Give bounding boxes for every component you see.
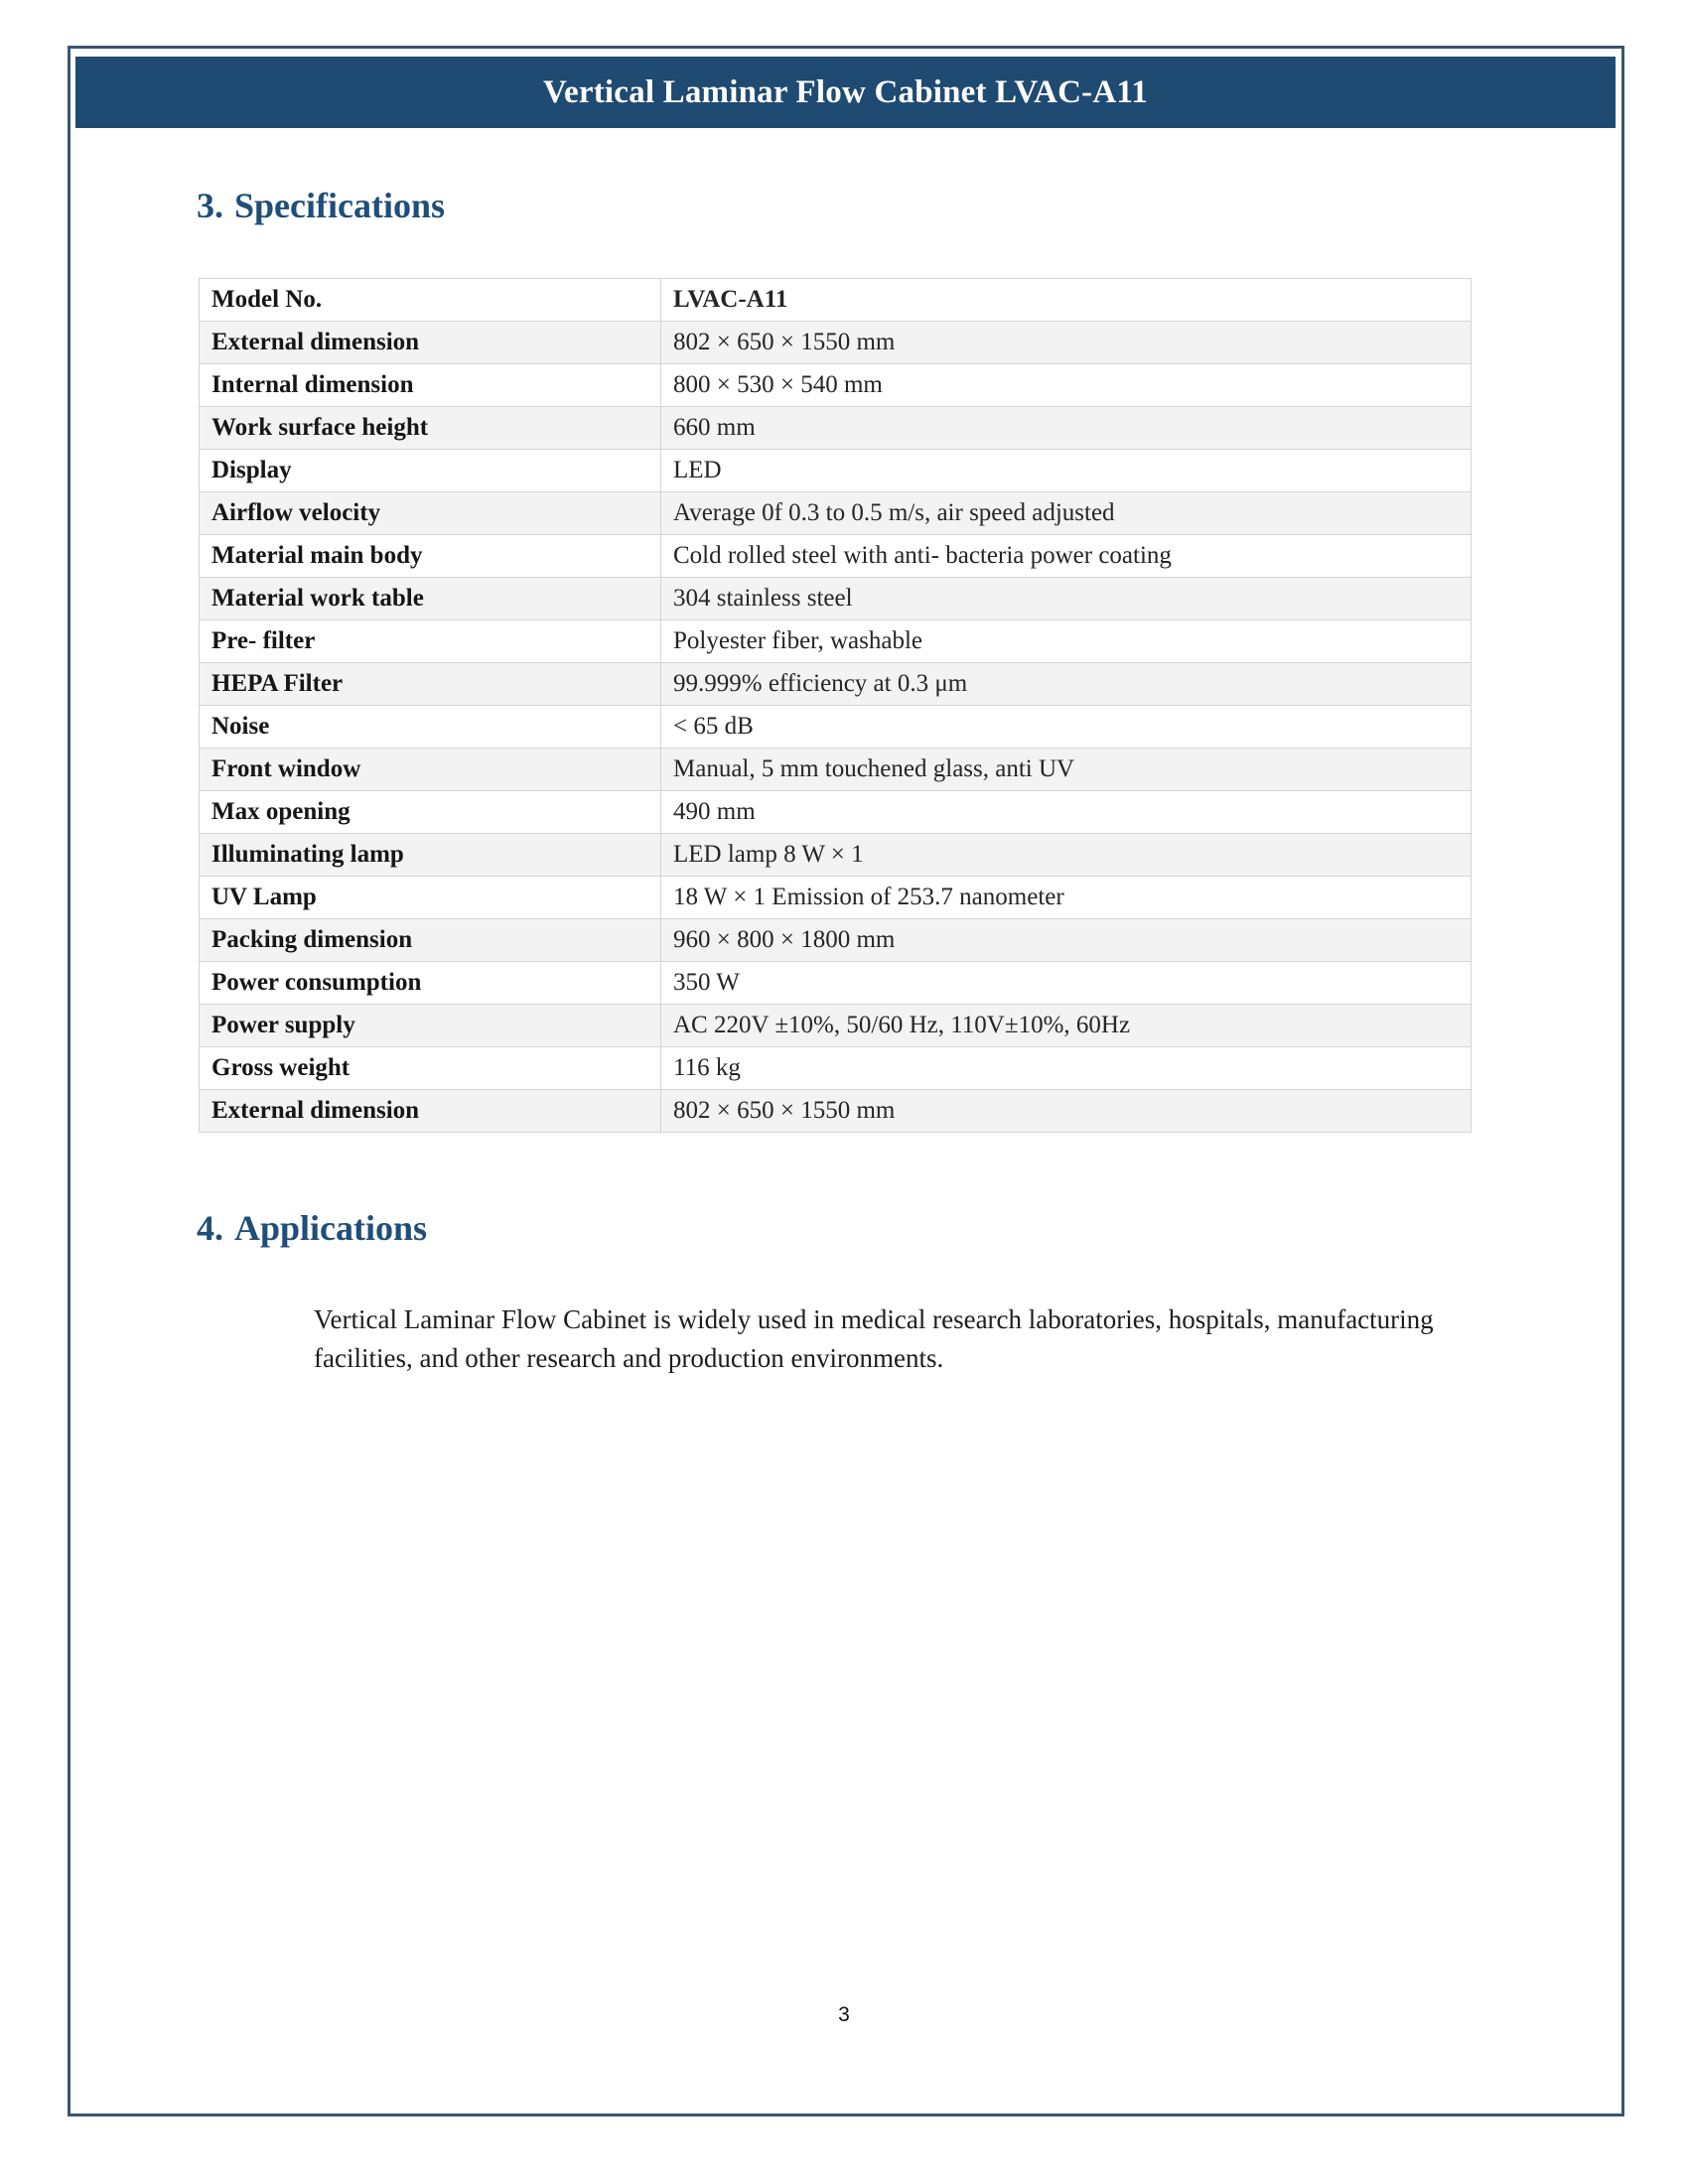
document-header-title: Vertical Laminar Flow Cabinet LVAC-A11 <box>543 73 1148 110</box>
spec-key-cell: Work surface height <box>200 407 661 450</box>
spec-value-cell: LVAC-A11 <box>661 279 1472 322</box>
specifications-table <box>199 278 1472 1133</box>
spec-key-cell: Noise <box>200 706 661 749</box>
table-row <box>200 364 1472 407</box>
spec-value-cell: AC 220V ±10%, 50/60 Hz, 110V±10%, 60Hz <box>661 1005 1472 1047</box>
table-row <box>200 535 1472 578</box>
spec-value-cell: 802 × 650 × 1550 mm <box>661 322 1472 364</box>
spec-value-cell: 660 mm <box>661 407 1472 450</box>
spec-key-cell: Power consumption <box>200 962 661 1005</box>
spec-value-cell: Cold rolled steel with anti- bacteria power coating <box>661 535 1472 578</box>
table-row <box>200 749 1472 791</box>
spec-value-cell: 802 × 650 × 1550 mm <box>661 1090 1472 1133</box>
spec-key-cell: Internal dimension <box>200 364 661 407</box>
spec-value-cell: 800 × 530 × 540 mm <box>661 364 1472 407</box>
spec-value-cell: 304 stainless steel <box>661 578 1472 620</box>
table-row <box>200 791 1472 834</box>
spec-key-cell: Model No. <box>200 279 661 322</box>
spec-key-cell: Gross weight <box>200 1047 661 1090</box>
table-row <box>200 279 1472 322</box>
table-row <box>200 492 1472 535</box>
table-row <box>200 962 1472 1005</box>
specifications-table-body <box>200 279 1472 1133</box>
applications-paragraph: Vertical Laminar Flow Cabinet is widely used in medical research laboratories, hospitals, manufacturing facilities, and other research and production environments. <box>314 1304 1434 1374</box>
spec-key-cell: HEPA Filter <box>200 663 661 706</box>
table-row <box>200 620 1472 663</box>
table-row <box>200 663 1472 706</box>
table-row <box>200 578 1472 620</box>
spec-key-cell: Max opening <box>200 791 661 834</box>
table-row <box>200 1005 1472 1047</box>
spec-key-cell: Airflow velocity <box>200 492 661 535</box>
section-title-specifications: Specifications <box>234 186 445 225</box>
spec-key-cell: Front window <box>200 749 661 791</box>
section-number-specifications: 3. <box>197 186 223 225</box>
section-heading-applications <box>197 1207 1624 1249</box>
table-row <box>200 322 1472 364</box>
section-number-applications: 4. <box>197 1208 223 1248</box>
spec-key-cell: External dimension <box>200 322 661 364</box>
spec-key-cell: Material main body <box>200 535 661 578</box>
specifications-table-wrapper <box>199 278 1472 1133</box>
spec-value-cell: 350 W <box>661 962 1472 1005</box>
table-row <box>200 834 1472 877</box>
spec-value-cell: 99.999% efficiency at 0.3 μm <box>661 663 1472 706</box>
spec-value-cell: 18 W × 1 Emission of 253.7 nanometer <box>661 877 1472 919</box>
table-row <box>200 706 1472 749</box>
spec-key-cell: Packing dimension <box>200 919 661 962</box>
spec-value-cell: Average 0f 0.3 to 0.5 m/s, air speed adjusted <box>661 492 1472 535</box>
table-row <box>200 919 1472 962</box>
table-row <box>200 450 1472 492</box>
table-row <box>200 1090 1472 1133</box>
spec-value-cell: 960 × 800 × 1800 mm <box>661 919 1472 962</box>
spec-value-cell: LED <box>661 450 1472 492</box>
section-heading-specifications <box>197 185 1624 226</box>
spec-key-cell: Illuminating lamp <box>200 834 661 877</box>
table-row <box>200 407 1472 450</box>
spec-value-cell: Polyester fiber, washable <box>661 620 1472 663</box>
document-header-band <box>75 57 1616 128</box>
spec-value-cell: Manual, 5 mm touchened glass, anti UV <box>661 749 1472 791</box>
page-content <box>68 128 1624 1405</box>
table-row <box>200 1047 1472 1090</box>
spec-value-cell: 490 mm <box>661 791 1472 834</box>
section-title-applications: Applications <box>234 1208 428 1248</box>
spec-value-cell: 116 kg <box>661 1047 1472 1090</box>
spec-key-cell: Power supply <box>200 1005 661 1047</box>
spec-key-cell: Material work table <box>200 578 661 620</box>
spec-value-cell: LED lamp 8 W × 1 <box>661 834 1472 877</box>
spec-key-cell: Display <box>200 450 661 492</box>
spec-key-cell: External dimension <box>200 1090 661 1133</box>
spec-value-cell: < 65 dB <box>661 706 1472 749</box>
table-row <box>200 877 1472 919</box>
spec-key-cell: Pre- filter <box>200 620 661 663</box>
spec-key-cell: UV Lamp <box>200 877 661 919</box>
page-number: 3 <box>838 2003 850 2026</box>
